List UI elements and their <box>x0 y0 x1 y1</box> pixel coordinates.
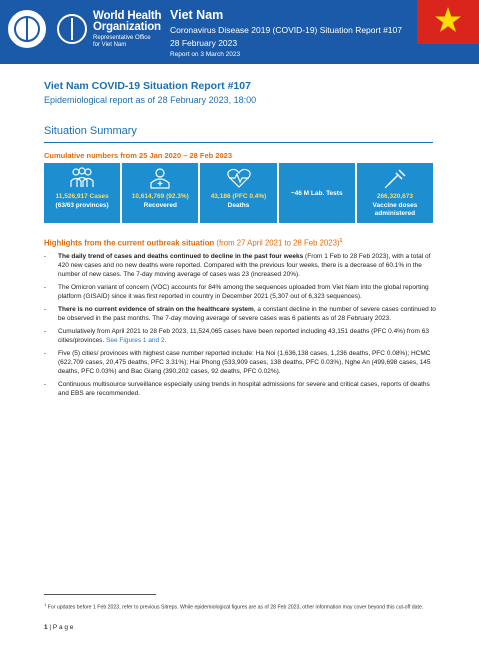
list-item: - Cumulatively from April 2021 to 28 Feb 2023, 11,524,065 cases have been reported including 43,151 deaths (PFC 0.4%) from 63 cities/provinces. See Figures 1 and 2. <box>44 328 429 344</box>
deaths-value: 43,186 (PFC 0.4%) <box>210 193 267 200</box>
star-icon <box>434 6 462 34</box>
ministry-seal-icon <box>6 8 48 50</box>
medical-staff-icon <box>147 167 173 189</box>
report-date: 28 February 2023 <box>170 38 238 48</box>
report-header <box>0 0 479 64</box>
people-icon <box>69 167 95 189</box>
list-item: - Continuous multisource surveillance especially using trends in hospital admissions for severe and critical cases, reports of deaths and EBS are recommended. <box>44 381 430 397</box>
vaccine-label: Vaccine doses administered <box>372 202 418 218</box>
header-text <box>170 8 402 58</box>
list-item: - Five (5) cities/ provinces with highest case number reported include: Ha Noi (1,636,138 cases, 1,236 deaths, PFC 0.08%); HCMC (622,709 cases, 20,475 deaths, PFC 3.31%); Hai Phong (533,909 cases, 138 deaths, PFC 0.03%), Nghe An (499,698 cases, 145 deaths, PFC 0.03%) and Bac Giang (390,202 cases, 92 deaths, PFC 0.02%). <box>44 350 431 375</box>
deaths-label: Deaths <box>227 202 250 209</box>
footnote-divider <box>44 594 156 595</box>
cumulative-heading: Cumulative numbers from 25 Jan 2020 – 28 Feb 2023 <box>44 151 233 160</box>
list-item: - The Omicron variant of concern (VOC) accounts for 84% among the sequences uploaded from Viet Nam into the global reporting platform (GISAID) since it was first reported in country in December 2021 (5,307 out of 6,323 sequences). <box>44 284 429 300</box>
logos <box>6 8 161 50</box>
reported-on: Report on 3 March 2023 <box>170 51 241 58</box>
stat-deaths <box>200 163 276 223</box>
stat-vaccine <box>357 163 433 223</box>
recovered-label: Recovered <box>143 202 177 209</box>
section-divider <box>44 142 433 143</box>
figures-link[interactable]: See Figures 1 and 2. <box>106 337 167 344</box>
recovered-value: 10,614,769 (92.3%) <box>131 193 189 200</box>
page-subtitle: Epidemiological report as of 28 February 2023, 18:00 <box>44 95 257 105</box>
lab-tests-value: ~46 M Lab. Tests <box>290 190 343 197</box>
page-number: 1 | P a g e <box>44 624 74 631</box>
page-title: Viet Nam COVID-19 Situation Report #107 <box>44 80 251 92</box>
stat-lab-tests <box>279 163 355 223</box>
highlights-heading: Highlights from the current outbreak situation (from 27 April 2021 to 28 Feb 2023)$^1$ <box>44 238 343 248</box>
cases-value: 11,526,917 Cases <box>55 193 109 200</box>
vaccine-value: 266,320,673 <box>376 193 413 200</box>
who-emblem-icon <box>56 13 88 45</box>
list-item: - The daily trend of cases and deaths continued to decline in the past four weeks (From 1 Feb to 28 Feb 2023), with a total of 420 new cases and no new deaths were reported. Compared with the previous four weeks, there is a decrease of 60.1% in the number of new cases. The 7-day moving average of cases was 23 (increased 20%). <box>44 253 431 278</box>
stats-panel <box>44 163 433 223</box>
heartbeat-icon <box>226 167 252 189</box>
report-name: Coronavirus Disease 2019 (COVID-19) Situation Report #107 <box>170 25 402 35</box>
who-wordmark: World Health Organization Representative Office for Viet Nam <box>93 9 162 48</box>
section-title: Situation Summary <box>44 125 137 137</box>
stat-cases <box>44 163 120 223</box>
cases-label: (63/63 provinces) <box>55 202 109 209</box>
syringe-icon <box>382 167 408 189</box>
vietnam-flag-icon <box>417 0 479 44</box>
list-item: - There is no current evidence of strain on the healthcare system, a constant decline in the number of severe cases continued to be observed in the past months. The 7-day moving average of severe cases was 6 patients as of 28 February 2023. <box>44 306 436 322</box>
stat-recovered <box>122 163 198 223</box>
country-name: Viet Nam <box>170 8 224 22</box>
footnote: $^1$ For updates before 1 Feb 2023, refer to previous Sitreps. While epidemiological figures are as of 28 Feb 2023, other information may cover beyond this cut-off date. <box>44 602 424 611</box>
highlights-list <box>44 252 436 402</box>
